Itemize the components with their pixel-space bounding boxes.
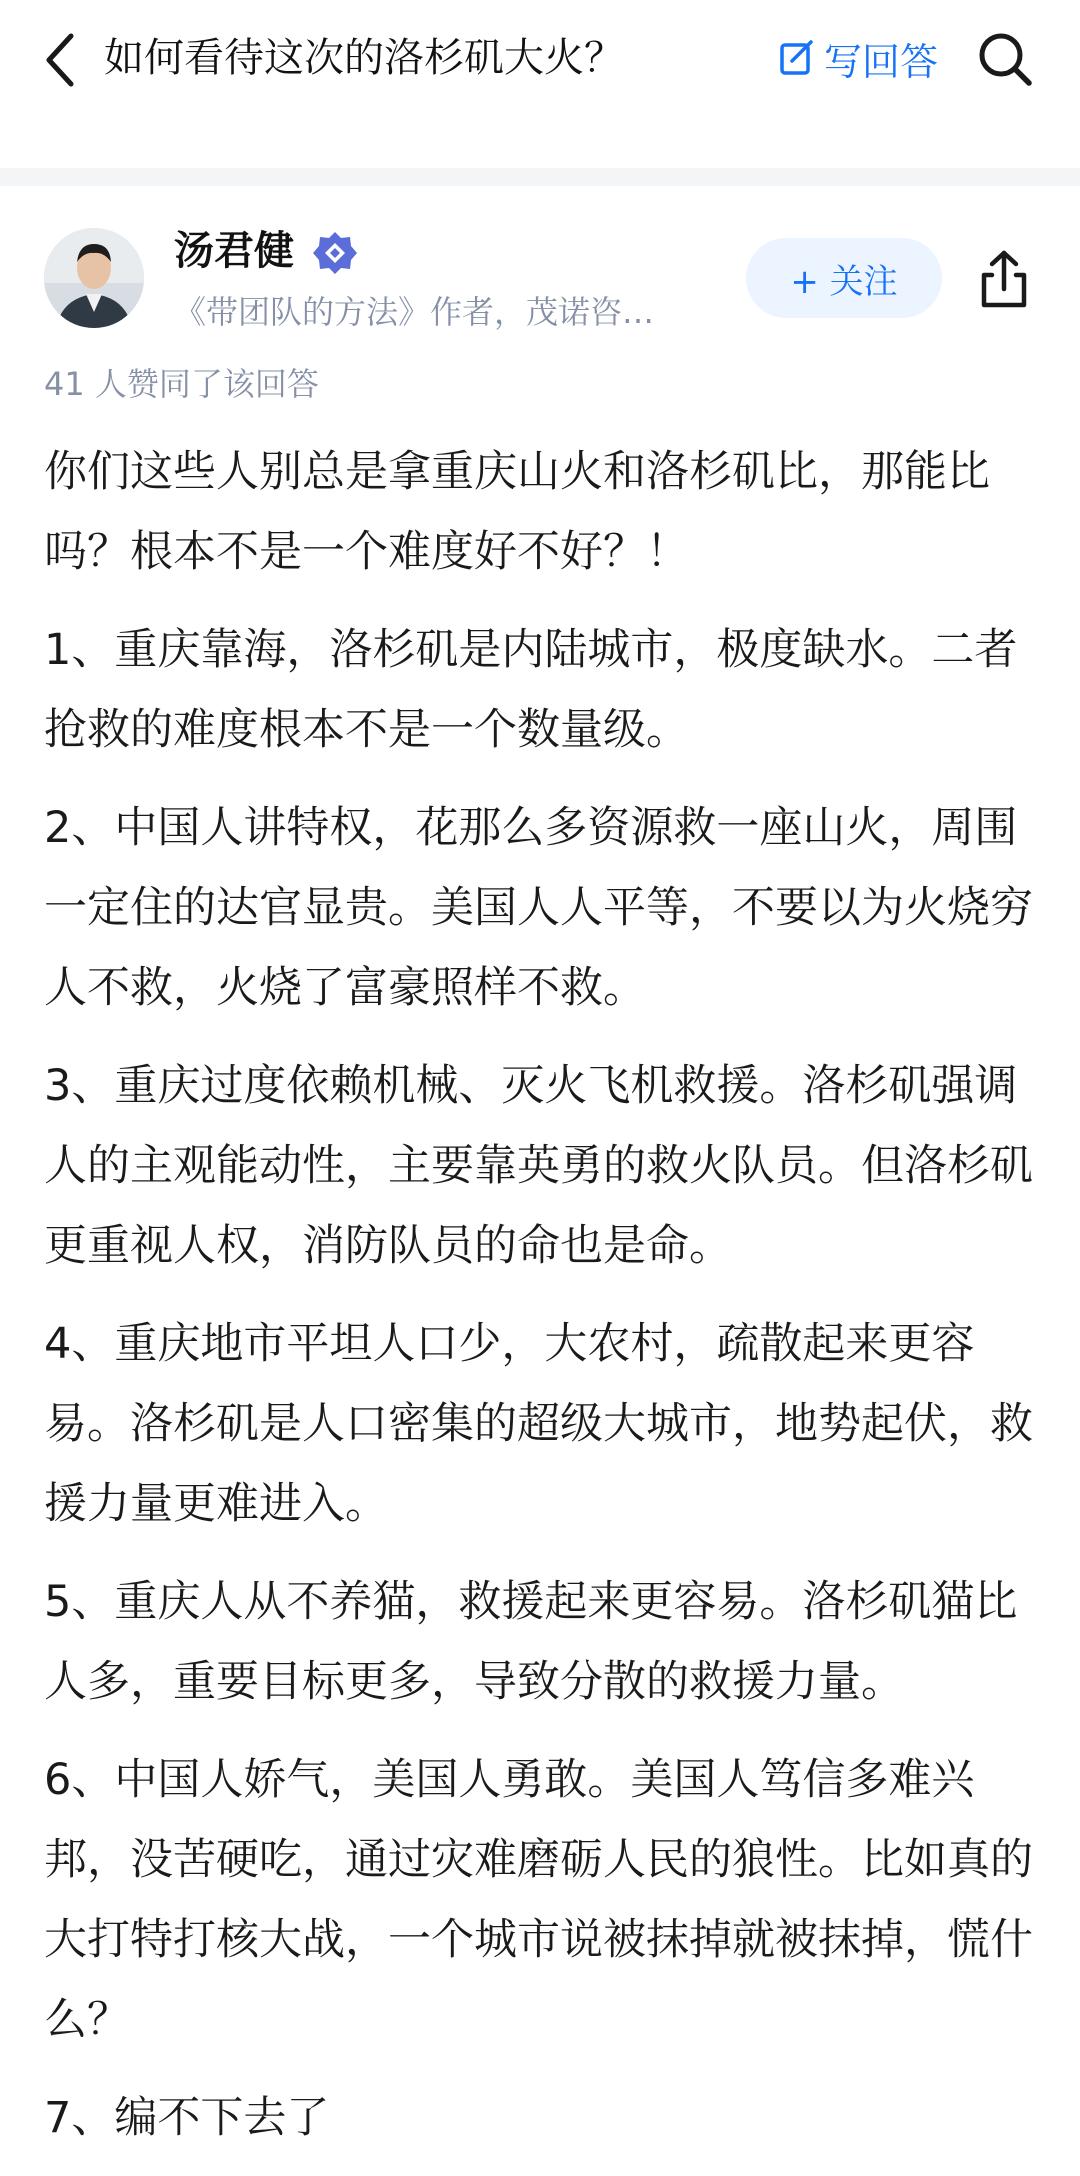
answer-paragraph: 1、重庆靠海，洛杉矶是内陆城市，极度缺水。二者抢救的难度根本不是一个数量级。	[44, 625, 1018, 755]
edit-icon	[778, 39, 816, 77]
share-icon	[978, 249, 1030, 309]
avatar-portrait-icon	[44, 228, 144, 328]
answer-content	[44, 432, 1044, 2176]
share-button[interactable]	[974, 246, 1034, 312]
avatar[interactable]	[44, 228, 144, 328]
search-icon	[977, 31, 1033, 87]
search-button[interactable]	[974, 28, 1036, 90]
vote-count: 41 人赞同了该回答	[44, 365, 319, 403]
chevron-left-icon	[43, 32, 77, 88]
answer-paragraph: 5、重庆人从不养猫，救援起来更容易。洛杉矶猫比人多，重要目标更多，导致分散的救援力量。	[44, 1577, 1018, 1707]
verified-badge-icon	[312, 230, 358, 276]
answer-paragraph: 6、中国人娇气，美国人勇敢。美国人笃信多难兴邦，没苦硬吃，通过灾难磨砺人民的狼性。比如真的大打特打核大战，一个城市说被抹掉就被抹掉，慌什么？	[44, 1755, 1033, 2045]
answer-paragraph: 你们这些人别总是拿重庆山火和洛杉矶比，那能比吗？根本不是一个难度好不好？！	[44, 447, 990, 577]
write-answer-label: 写回答	[824, 39, 939, 84]
author-name[interactable]: 汤君健	[174, 228, 294, 274]
top-bar	[0, 0, 1080, 118]
answer-paragraph: 2、中国人讲特权，花那么多资源救一座山火，周围一定住的达官显贵。美国人人平等，不要以为火烧穷人不救，火烧了富豪照样不救。	[44, 803, 1033, 1013]
follow-button[interactable]: + 关注	[746, 238, 942, 318]
answer-paragraph: 4、重庆地市平坦人口少，大农村，疏散起来更容易。洛杉矶是人口密集的超级大城市，地势起伏，救援力量更难进入。	[44, 1319, 1033, 1529]
back-button[interactable]	[36, 30, 84, 90]
answer-paragraph: 7、编不下去了	[44, 2093, 330, 2143]
question-title[interactable]: 如何看待这次的洛杉矶大火？	[104, 35, 624, 81]
author-bio: 《带团队的方法》作者，茂诺咨…	[174, 293, 655, 331]
author-row	[0, 186, 1080, 356]
answer-paragraph: 3、重庆过度依赖机械、灭火飞机救援。洛杉矶强调人的主观能动性，主要靠英勇的救火队员。但洛杉矶更重视人权，消防队员的命也是命。	[44, 1061, 1033, 1271]
section-divider	[0, 168, 1080, 186]
write-answer-button[interactable]	[778, 30, 938, 86]
